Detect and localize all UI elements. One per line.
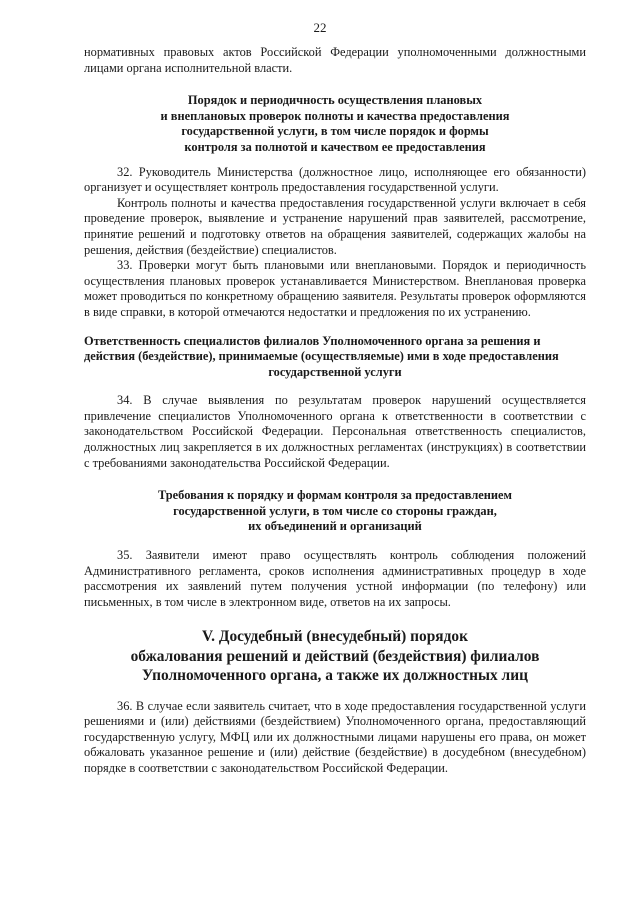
section-heading-responsibility [84,334,586,381]
heading-line: государственной услуги, в том числе со стороны граждан, [173,503,497,518]
heading-line: Требования к порядку и формам контроля за предоставлением [157,488,512,503]
heading-line: Уполномоченного органа, а также их должностных лиц [142,667,528,685]
heading-line: их объединений и организаций [248,519,422,534]
page-number: 22 [313,20,327,35]
paragraph-35: 35. Заявители имеют право осуществлять контроль соблюдения положений Административного регламента, сроков исполнения административных процедур в ходе рассмотрения их заявлений путем получения устной информации (по телефону) или письменных, в том числе в электронном виде, ответов на их запросы. [84,548,586,609]
paragraph-continuation: нормативных правовых актов Российской Федерации уполномоченными должностными лицами органа исполнительной власти. [84,45,586,75]
heading-line: Ответственность специалистов филиалов Уполномоченного органа за решения и [84,333,541,348]
heading-line: и внеплановых проверок полноты и качества предоставления [160,108,510,123]
chapter-heading-appeals [84,627,586,685]
paragraph-36: 36. В случае если заявитель считает, что в ходе предоставления государственной услуги решениями и (или) действиями (бездействием) Уполномоченного органа, предоставляющий государственную услугу, МФЦ или их должностными лицами нарушены его права, он может обжаловать указанное решение и (или) действие (бездействие) в досудебном (внесудебном) порядке в соответствии с законодательством Российской Федерации. [84,698,586,775]
heading-line: государственной услуги [268,364,402,379]
paragraph-33: 33. Проверки могут быть плановыми или внеплановыми. Порядок и периодичность осуществления плановых проверок устанавливается Министерством. Внеплановая проверка может проводиться по конкретному обращению заявителя. Результаты проверок оформляются в виде справки, в которой отмечаются недостатки и предложения по их устранению. [84,258,586,319]
heading-line: Порядок и периодичность осуществления плановых [187,93,483,108]
heading-line: V. Досудебный (внесудебный) порядок [202,628,468,646]
paragraph-32-continued: Контроль полноты и качества предоставления государственной услуги включает в себя проведение проверок, выявление и устранение нарушений прав заявителей, рассмотрение, принятие решений и подготовку ответов на обращения заявителей, содержащих жалобы на решения, действия (бездействие) специалистов. [84,195,586,257]
heading-line: контроля за полнотой и качеством ее предоставления [184,139,486,154]
heading-line: действия (бездействие), принимаемые (осуществляемые) ими в ходе предоставления [84,349,559,364]
document-body [84,45,586,777]
heading-line: обжалования решений и действий (бездействия) филиалов [130,647,540,665]
section-heading-control-requirements [84,488,586,535]
paragraph-32: 32. Руководитель Министерства (должностное лицо, исполняющее его обязанности) организует и осуществляет контроль предоставления государственной услуги. [84,164,586,195]
paragraph-34: 34. В случае выявления по результатам проверок нарушений осуществляется привлечение специалистов Уполномоченного органа к ответственности в соответствии с законодательством Российской Федерации. Персональная ответственность специалистов, должностных лиц закрепляется в их должностных регламентах (инструкциях) в соответствии с требованиями законодательства Российской Федерации. [84,393,586,470]
section-heading-inspections [84,93,586,155]
heading-line: государственной услуги, в том числе порядок и формы [181,124,489,139]
